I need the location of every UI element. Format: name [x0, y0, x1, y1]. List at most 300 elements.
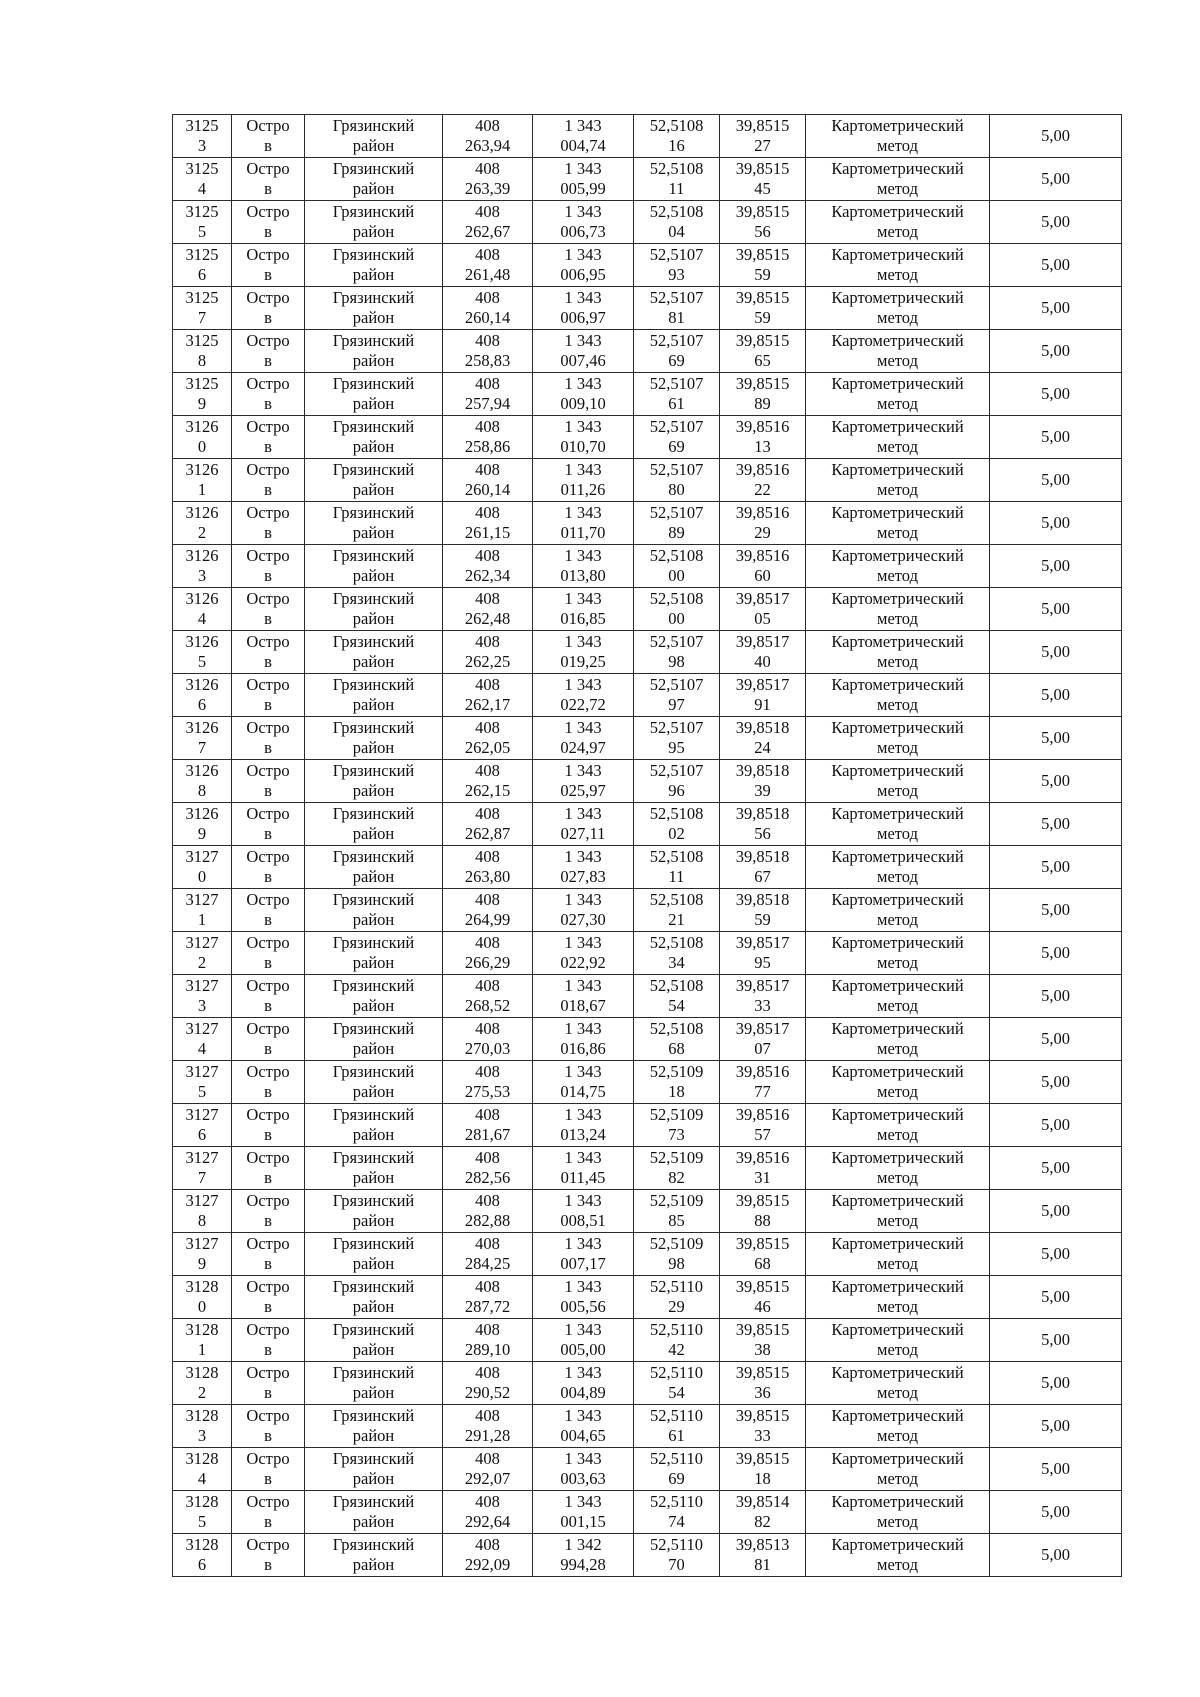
region-line: Грязинский: [332, 417, 415, 436]
x-coordinate-line: 408: [475, 1449, 500, 1468]
object-type-line: Остро: [246, 761, 290, 780]
region-cell: [305, 1362, 443, 1405]
latitude-cell: [634, 631, 720, 674]
point-number-line: 5: [197, 222, 207, 241]
region-line: Грязинский: [332, 503, 415, 522]
region-line: район: [352, 867, 395, 886]
region-line: Грязинский: [332, 976, 415, 995]
accuracy-cell: [990, 674, 1122, 717]
object-type-cell: [232, 158, 305, 201]
object-type-line: в: [264, 265, 272, 284]
method-line: метод: [877, 695, 918, 714]
method-line: метод: [877, 910, 918, 929]
region-line: Грязинский: [332, 1019, 415, 1038]
longitude-line: 38: [754, 1340, 771, 1359]
point-number-cell: [173, 674, 232, 717]
accuracy-cell: [990, 889, 1122, 932]
longitude-line: 56: [754, 222, 771, 241]
longitude-cell: [720, 373, 806, 416]
region-cell: [305, 1534, 443, 1577]
x-coordinate-cell: [443, 115, 533, 158]
object-type-line: в: [264, 781, 272, 800]
x-coordinate-cell: [443, 1104, 533, 1147]
region-line: Грязинский: [332, 331, 415, 350]
latitude-line: 95: [668, 738, 685, 757]
latitude-line: 69: [668, 437, 685, 456]
longitude-line: 68: [754, 1254, 771, 1273]
accuracy-value: 5,00: [1041, 1115, 1070, 1134]
point-number-line: 3128: [185, 1320, 219, 1339]
object-type-line: Остро: [246, 1320, 290, 1339]
latitude-line: 74: [668, 1512, 685, 1531]
point-number-line: 3127: [185, 1062, 219, 1081]
y-coordinate-line: 005,00: [560, 1340, 606, 1359]
longitude-line: 39,8515: [735, 202, 790, 221]
y-coordinate-line: 019,25: [560, 652, 606, 671]
y-coordinate-cell: [533, 889, 634, 932]
y-coordinate-line: 018,67: [560, 996, 606, 1015]
table-row: [173, 1448, 1122, 1491]
region-line: Грязинский: [332, 1105, 415, 1124]
latitude-cell: [634, 889, 720, 932]
object-type-line: Остро: [246, 890, 290, 909]
x-coordinate-line: 261,48: [464, 265, 511, 284]
method-line: Картометрический: [831, 675, 964, 694]
x-coordinate-cell: [443, 631, 533, 674]
point-number-line: 3127: [185, 1019, 219, 1038]
longitude-line: 39,8516: [735, 460, 790, 479]
point-number-cell: [173, 1491, 232, 1534]
method-line: Картометрический: [831, 890, 964, 909]
method-line: метод: [877, 867, 918, 886]
y-coordinate-line: 1 343: [564, 202, 602, 221]
latitude-line: 98: [668, 652, 685, 671]
region-cell: [305, 889, 443, 932]
table-row: [173, 631, 1122, 674]
object-type-line: в: [264, 566, 272, 585]
longitude-cell: [720, 115, 806, 158]
y-coordinate-line: 1 343: [564, 1406, 602, 1425]
point-number-line: 3127: [185, 890, 219, 909]
region-line: Грязинский: [332, 288, 415, 307]
object-type-line: в: [264, 179, 272, 198]
longitude-line: 22: [754, 480, 771, 499]
point-number-line: 3125: [185, 288, 219, 307]
longitude-line: 39: [754, 781, 771, 800]
accuracy-value: 5,00: [1041, 986, 1070, 1005]
table-row: [173, 244, 1122, 287]
point-number-line: 9: [197, 1254, 207, 1273]
y-coordinate-line: 1 343: [564, 116, 602, 135]
point-number-line: 5: [197, 1082, 207, 1101]
object-type-line: Остро: [246, 503, 290, 522]
region-line: район: [352, 179, 395, 198]
longitude-line: 59: [754, 308, 771, 327]
point-number-line: 3125: [185, 374, 219, 393]
y-coordinate-line: 1 343: [564, 1148, 602, 1167]
point-number-line: 0: [197, 1297, 207, 1316]
accuracy-value: 5,00: [1041, 384, 1070, 403]
object-type-line: Остро: [246, 589, 290, 608]
longitude-line: 29: [754, 523, 771, 542]
object-type-line: в: [264, 1297, 272, 1316]
x-coordinate-cell: [443, 502, 533, 545]
point-number-line: 2: [197, 523, 207, 542]
object-type-line: в: [264, 867, 272, 886]
longitude-line: 39,8518: [735, 890, 790, 909]
latitude-cell: [634, 846, 720, 889]
x-coordinate-line: 261,15: [464, 523, 511, 542]
object-type-cell: [232, 803, 305, 846]
accuracy-value: 5,00: [1041, 1201, 1070, 1220]
object-type-cell: [232, 502, 305, 545]
latitude-line: 52,5108: [649, 847, 704, 866]
region-cell: [305, 1276, 443, 1319]
object-type-line: в: [264, 996, 272, 1015]
accuracy-value: 5,00: [1041, 1029, 1070, 1048]
x-coordinate-cell: [443, 975, 533, 1018]
x-coordinate-line: 282,56: [464, 1168, 511, 1187]
x-coordinate-cell: [443, 1018, 533, 1061]
accuracy-value: 5,00: [1041, 212, 1070, 231]
method-cell: [806, 1405, 990, 1448]
object-type-cell: [232, 1190, 305, 1233]
method-line: Картометрический: [831, 1535, 964, 1554]
latitude-cell: [634, 1319, 720, 1362]
object-type-line: в: [264, 1555, 272, 1574]
region-line: Грязинский: [332, 374, 415, 393]
object-type-line: в: [264, 523, 272, 542]
longitude-line: 57: [754, 1125, 771, 1144]
region-cell: [305, 459, 443, 502]
accuracy-value: 5,00: [1041, 943, 1070, 962]
x-coordinate-line: 268,52: [464, 996, 511, 1015]
longitude-line: 05: [754, 609, 771, 628]
longitude-cell: [720, 889, 806, 932]
point-number-cell: [173, 1104, 232, 1147]
point-number-cell: [173, 932, 232, 975]
region-cell: [305, 1405, 443, 1448]
accuracy-value: 5,00: [1041, 1545, 1070, 1564]
region-cell: [305, 1448, 443, 1491]
method-line: метод: [877, 1512, 918, 1531]
region-line: район: [352, 1211, 395, 1230]
method-line: метод: [877, 609, 918, 628]
accuracy-value: 5,00: [1041, 1502, 1070, 1521]
longitude-cell: [720, 244, 806, 287]
x-coordinate-line: 408: [475, 632, 500, 651]
y-coordinate-cell: [533, 1405, 634, 1448]
object-type-line: в: [264, 1125, 272, 1144]
object-type-cell: [232, 975, 305, 1018]
region-cell: [305, 932, 443, 975]
table-row: [173, 115, 1122, 158]
x-coordinate-cell: [443, 760, 533, 803]
latitude-line: 52,5107: [649, 718, 704, 737]
method-cell: [806, 803, 990, 846]
longitude-cell: [720, 717, 806, 760]
longitude-line: 39,8516: [735, 417, 790, 436]
point-number-line: 3126: [185, 546, 219, 565]
method-line: Картометрический: [831, 847, 964, 866]
object-type-cell: [232, 1061, 305, 1104]
region-cell: [305, 416, 443, 459]
point-number-cell: [173, 1534, 232, 1577]
accuracy-cell: [990, 932, 1122, 975]
point-number-line: 3125: [185, 159, 219, 178]
latitude-cell: [634, 1018, 720, 1061]
latitude-cell: [634, 1061, 720, 1104]
point-number-cell: [173, 1319, 232, 1362]
latitude-line: 52,5107: [649, 675, 704, 694]
longitude-line: 13: [754, 437, 771, 456]
latitude-cell: [634, 459, 720, 502]
region-line: район: [352, 1340, 395, 1359]
longitude-line: 45: [754, 179, 771, 198]
method-line: Картометрический: [831, 718, 964, 737]
latitude-cell: [634, 373, 720, 416]
latitude-line: 52,5108: [649, 202, 704, 221]
point-number-line: 9: [197, 824, 207, 843]
table-row: [173, 1018, 1122, 1061]
longitude-line: 39,8515: [735, 331, 790, 350]
region-line: Грязинский: [332, 847, 415, 866]
method-cell: [806, 373, 990, 416]
x-coordinate-line: 287,72: [464, 1297, 511, 1316]
object-type-line: в: [264, 1512, 272, 1531]
point-number-line: 3126: [185, 632, 219, 651]
method-line: метод: [877, 179, 918, 198]
x-coordinate-cell: [443, 244, 533, 287]
point-number-line: 3127: [185, 933, 219, 952]
accuracy-cell: [990, 416, 1122, 459]
y-coordinate-line: 027,83: [560, 867, 606, 886]
region-line: Грязинский: [332, 804, 415, 823]
region-cell: [305, 244, 443, 287]
point-number-line: 3128: [185, 1492, 219, 1511]
longitude-cell: [720, 1018, 806, 1061]
longitude-cell: [720, 1448, 806, 1491]
x-coordinate-line: 408: [475, 1062, 500, 1081]
object-type-line: Остро: [246, 675, 290, 694]
latitude-line: 52,5107: [649, 331, 704, 350]
x-coordinate-line: 408: [475, 1406, 500, 1425]
object-type-line: в: [264, 1469, 272, 1488]
table-row: [173, 760, 1122, 803]
accuracy-value: 5,00: [1041, 556, 1070, 575]
y-coordinate-line: 1 343: [564, 288, 602, 307]
y-coordinate-cell: [533, 1491, 634, 1534]
object-type-cell: [232, 889, 305, 932]
latitude-line: 54: [668, 996, 685, 1015]
point-number-line: 7: [197, 308, 207, 327]
method-line: Картометрический: [831, 976, 964, 995]
point-number-line: 2: [197, 1383, 207, 1402]
table-row: [173, 1104, 1122, 1147]
latitude-cell: [634, 1534, 720, 1577]
longitude-line: 77: [754, 1082, 771, 1101]
x-coordinate-line: 282,88: [464, 1211, 511, 1230]
region-cell: [305, 1018, 443, 1061]
method-line: Картометрический: [831, 460, 964, 479]
y-coordinate-line: 006,95: [560, 265, 606, 284]
x-coordinate-cell: [443, 932, 533, 975]
method-cell: [806, 287, 990, 330]
accuracy-cell: [990, 975, 1122, 1018]
method-line: метод: [877, 1082, 918, 1101]
method-cell: [806, 846, 990, 889]
method-line: метод: [877, 1211, 918, 1230]
latitude-line: 11: [668, 867, 685, 886]
point-number-cell: [173, 760, 232, 803]
longitude-cell: [720, 1233, 806, 1276]
latitude-cell: [634, 760, 720, 803]
x-coordinate-line: 408: [475, 1535, 500, 1554]
region-line: район: [352, 1555, 395, 1574]
method-line: Картометрический: [831, 1062, 964, 1081]
region-line: район: [352, 652, 395, 671]
method-line: Картометрический: [831, 116, 964, 135]
latitude-line: 81: [668, 308, 685, 327]
longitude-line: 39,8514: [735, 1492, 790, 1511]
region-line: район: [352, 1297, 395, 1316]
latitude-line: 61: [668, 1426, 685, 1445]
y-coordinate-line: 006,97: [560, 308, 606, 327]
method-line: метод: [877, 394, 918, 413]
accuracy-cell: [990, 244, 1122, 287]
y-coordinate-cell: [533, 416, 634, 459]
latitude-cell: [634, 115, 720, 158]
x-coordinate-line: 408: [475, 1191, 500, 1210]
method-line: метод: [877, 1125, 918, 1144]
table-row: [173, 803, 1122, 846]
object-type-cell: [232, 1233, 305, 1276]
latitude-line: 00: [668, 566, 685, 585]
accuracy-cell: [990, 201, 1122, 244]
latitude-cell: [634, 502, 720, 545]
region-line: район: [352, 1082, 395, 1101]
latitude-line: 52,5107: [649, 460, 704, 479]
region-line: Грязинский: [332, 632, 415, 651]
x-coordinate-line: 408: [475, 589, 500, 608]
y-coordinate-line: 009,10: [560, 394, 606, 413]
accuracy-value: 5,00: [1041, 513, 1070, 532]
accuracy-value: 5,00: [1041, 900, 1070, 919]
latitude-line: 52,5108: [649, 933, 704, 952]
latitude-cell: [634, 330, 720, 373]
x-coordinate-cell: [443, 1405, 533, 1448]
object-type-line: Остро: [246, 976, 290, 995]
region-line: Грязинский: [332, 1148, 415, 1167]
longitude-line: 39,8518: [735, 718, 790, 737]
point-number-line: 2: [197, 953, 207, 972]
point-number-line: 1: [197, 910, 207, 929]
y-coordinate-cell: [533, 1147, 634, 1190]
object-type-line: Остро: [246, 1535, 290, 1554]
region-line: Грязинский: [332, 1363, 415, 1382]
latitude-line: 97: [668, 695, 685, 714]
x-coordinate-cell: [443, 889, 533, 932]
longitude-cell: [720, 1147, 806, 1190]
latitude-cell: [634, 1276, 720, 1319]
latitude-line: 52,5107: [649, 632, 704, 651]
method-line: Картометрический: [831, 1105, 964, 1124]
object-type-line: Остро: [246, 417, 290, 436]
method-cell: [806, 1018, 990, 1061]
accuracy-value: 5,00: [1041, 1459, 1070, 1478]
method-cell: [806, 1104, 990, 1147]
y-coordinate-line: 006,73: [560, 222, 606, 241]
x-coordinate-cell: [443, 1448, 533, 1491]
accuracy-cell: [990, 631, 1122, 674]
region-line: район: [352, 953, 395, 972]
y-coordinate-cell: [533, 1319, 634, 1362]
point-number-line: 1: [197, 1340, 207, 1359]
region-line: район: [352, 265, 395, 284]
x-coordinate-cell: [443, 158, 533, 201]
region-cell: [305, 1104, 443, 1147]
y-coordinate-cell: [533, 1190, 634, 1233]
y-coordinate-line: 001,15: [560, 1512, 606, 1531]
method-line: Картометрический: [831, 417, 964, 436]
longitude-cell: [720, 502, 806, 545]
region-cell: [305, 717, 443, 760]
longitude-cell: [720, 287, 806, 330]
point-number-line: 3126: [185, 718, 219, 737]
point-number-cell: [173, 803, 232, 846]
method-line: Картометрический: [831, 589, 964, 608]
x-coordinate-line: 266,29: [464, 953, 511, 972]
latitude-cell: [634, 717, 720, 760]
point-number-cell: [173, 1061, 232, 1104]
object-type-cell: [232, 115, 305, 158]
method-line: Картометрический: [831, 245, 964, 264]
y-coordinate-line: 1 343: [564, 718, 602, 737]
table-row: [173, 201, 1122, 244]
latitude-line: 16: [668, 136, 685, 155]
method-line: метод: [877, 996, 918, 1015]
method-cell: [806, 502, 990, 545]
y-coordinate-line: 1 343: [564, 675, 602, 694]
y-coordinate-line: 013,80: [560, 566, 606, 585]
object-type-cell: [232, 373, 305, 416]
latitude-line: 11: [668, 179, 685, 198]
coordinates-table-body: [173, 115, 1122, 1577]
y-coordinate-line: 1 343: [564, 1062, 602, 1081]
x-coordinate-line: 263,94: [464, 136, 511, 155]
y-coordinate-line: 027,11: [560, 824, 606, 843]
latitude-line: 29: [668, 1297, 685, 1316]
longitude-cell: [720, 201, 806, 244]
accuracy-value: 5,00: [1041, 1158, 1070, 1177]
latitude-cell: [634, 244, 720, 287]
point-number-line: 3126: [185, 589, 219, 608]
region-line: район: [352, 1469, 395, 1488]
longitude-line: 27: [754, 136, 771, 155]
object-type-line: Остро: [246, 847, 290, 866]
object-type-line: Остро: [246, 933, 290, 952]
accuracy-cell: [990, 803, 1122, 846]
longitude-line: 65: [754, 351, 771, 370]
y-coordinate-line: 004,89: [560, 1383, 606, 1402]
x-coordinate-line: 292,07: [464, 1469, 511, 1488]
x-coordinate-cell: [443, 330, 533, 373]
object-type-line: в: [264, 1254, 272, 1273]
accuracy-value: 5,00: [1041, 771, 1070, 790]
x-coordinate-line: 257,94: [464, 394, 511, 413]
object-type-line: Остро: [246, 331, 290, 350]
latitude-line: 52,5108: [649, 116, 704, 135]
